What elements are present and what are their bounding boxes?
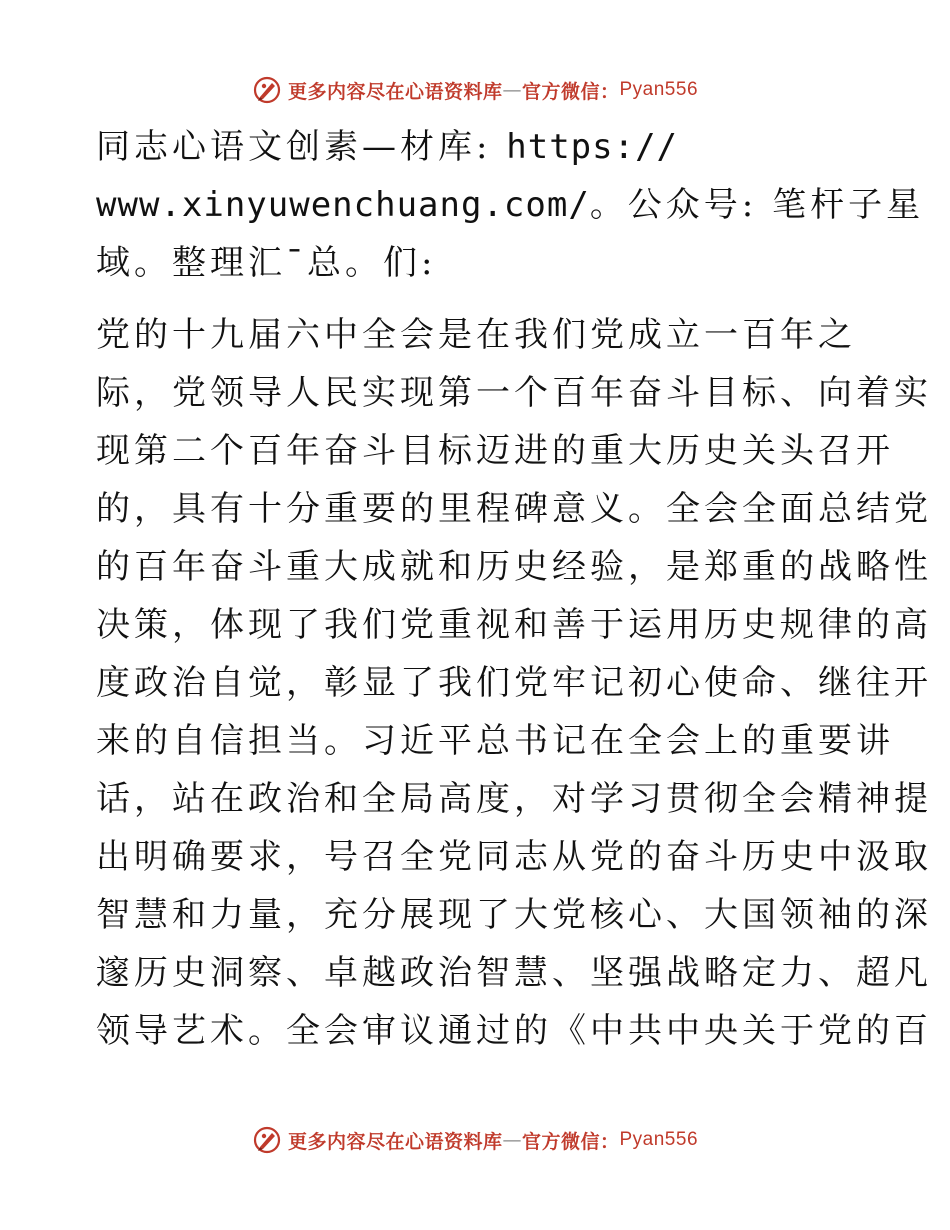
body-line: 际，党领导人民实现第一个百年奋斗目标、向着实	[96, 373, 932, 413]
banner-wechat-label: 官方微信：	[521, 80, 620, 103]
body-line: 党的十九届六中全会是在我们党成立一百年之	[96, 315, 856, 355]
body-line: 领导艺术。全会审议通过的《中共中央关于党的百	[96, 1011, 932, 1051]
intro-url-part-2: www.xinyuwenchuang.com/	[96, 185, 590, 225]
pen-logo-icon	[252, 1125, 282, 1155]
banner-title: 更多内容尽在心语资料库	[287, 1130, 503, 1153]
body-line: 邃历史洞察、卓越政治智慧、坚强战略定力、超凡	[96, 953, 932, 993]
body-line: 的，具有十分重要的里程碑意义。全会全面总结党	[96, 489, 932, 529]
banner-wechat-label: 官方微信：	[521, 1130, 620, 1153]
intro-text-2: 。公众号: 笔杆子星	[589, 185, 925, 225]
pen-logo-icon	[252, 75, 282, 105]
intro-line-1	[96, 124, 856, 170]
banner-dash: —	[502, 1129, 522, 1151]
document-body	[96, 124, 932, 1066]
body-line: 来的自信担当。习近平总书记在全会上的重要讲	[96, 721, 894, 761]
body-line: 决策，体现了我们党重视和善于运用历史规律的高	[96, 605, 932, 645]
banner-dash: —	[502, 79, 522, 101]
footer-banner	[0, 1120, 950, 1160]
intro-line-2	[96, 182, 925, 228]
header-banner	[0, 70, 950, 110]
intro-text-3: 域。整理汇¯总。们:	[96, 243, 437, 283]
banner-title: 更多内容尽在心语资料库	[287, 80, 503, 103]
body-line: 智慧和力量，充分展现了大党核心、大国领袖的深	[96, 895, 932, 935]
intro-line-3	[96, 240, 856, 286]
body-line: 现第二个百年奋斗目标迈进的重大历史关头召开	[96, 431, 894, 471]
body-line: 的百年奋斗重大成就和历史经验，是郑重的战略性	[96, 547, 932, 587]
banner-wechat-id: Pyan556	[619, 1129, 699, 1150]
intro-text-1: 同志心语文创素—材库:	[96, 127, 507, 167]
intro-url-part-1: https://	[506, 127, 679, 167]
body-line: 度政治自觉，彰显了我们党牢记初心使命、继往开	[96, 663, 932, 703]
body-line: 出明确要求，号召全党同志从党的奋斗历史中汲取	[96, 837, 932, 877]
banner-wechat-id: Pyan556	[619, 79, 699, 100]
body-line: 话，站在政治和全局高度，对学习贯彻全会精神提	[96, 779, 932, 819]
